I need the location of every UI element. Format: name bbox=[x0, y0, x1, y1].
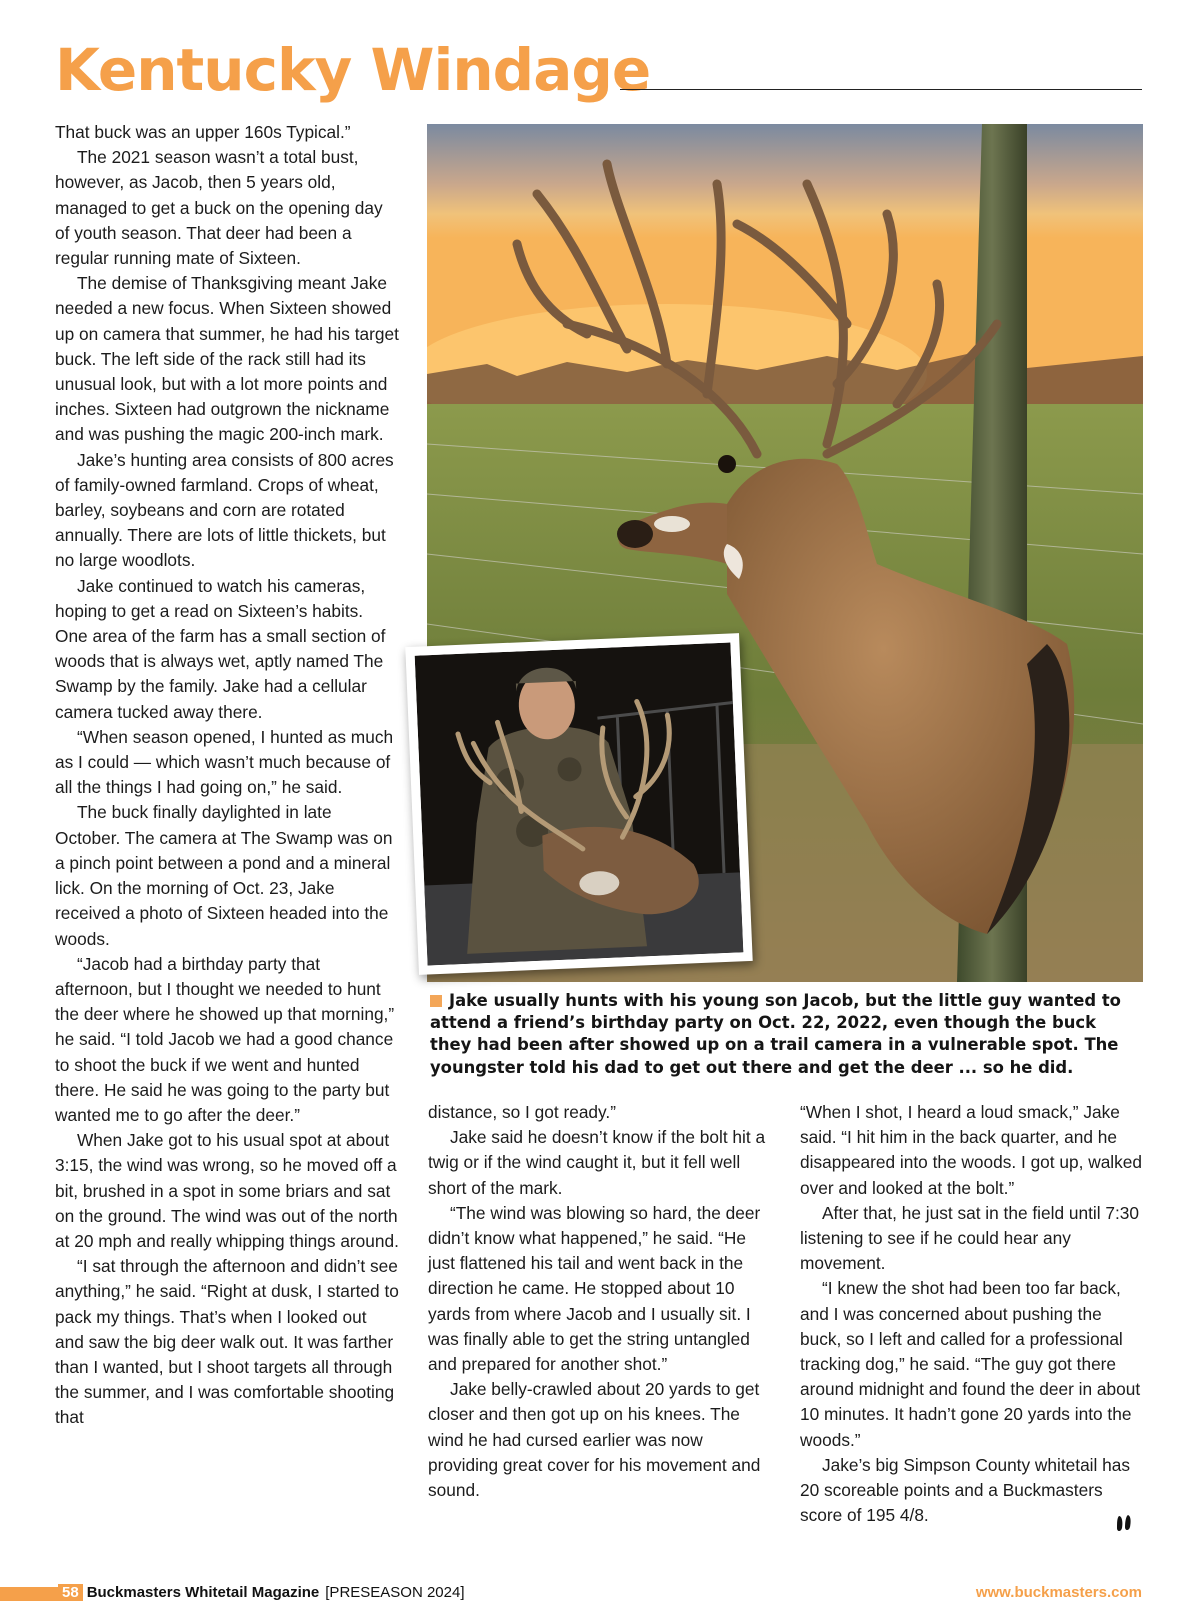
magazine-name: Buckmasters Whitetail Magazine bbox=[86, 1584, 320, 1601]
paragraph: After that, he just sat in the field until 7:30 listening to see if he could hear any movement. bbox=[800, 1202, 1140, 1274]
paragraph: The demise of Thanksgiving meant Jake needed a new focus. When Sixteen showed up on camera that summer, he had his target buck. The left side of the rack still had its unusual look, but with a lot more points and inches. Sixteen had outgrown the nickname and was pushing the magic 200-inch mark. bbox=[55, 273, 399, 445]
hunter-with-buck-inset-photo bbox=[405, 633, 752, 975]
paragraph: When Jake got to his usual spot at about 3:15, the wind was wrong, so he moved off a bit, brushed in a spot in some briars and sat on the ground. The wind was out of the north at 20 mph and really whipping things around. bbox=[55, 1130, 399, 1251]
paragraph: “When season opened, I hunted as much as I could — which wasn’t much because of all the things I had going on,” he said. bbox=[55, 726, 394, 798]
paragraph: distance, so I got ready.” bbox=[428, 1102, 616, 1122]
footer-accent-bar bbox=[0, 1587, 60, 1601]
issue-label: [PRESEASON 2024] bbox=[325, 1584, 465, 1601]
paragraph: Jake continued to watch his cameras, hoping to get a read on Sixteen’s habits. One area of the farm has a small section of woods that is always wet, aptly named The Swamp by the family. Jake had a cellular camera tucked away there. bbox=[55, 575, 386, 722]
article-column-2 bbox=[428, 1100, 773, 1503]
paragraph: The 2021 season wasn’t a total bust, however, as Jacob, then 5 years old, managed to get a buck on the opening day of youth season. That deer had been a regular running mate of Sixteen. bbox=[55, 147, 383, 269]
paragraph: The buck finally daylighted in late October. The camera at The Swamp was on a pinch point between a pond and a mineral lick. On the morning of Oct. 23, Jake received a photo of Sixteen headed into the woods. bbox=[55, 802, 393, 949]
paragraph: Jake belly-crawled about 20 yards to get closer and then got up on his knees. The wind he had cursed earlier was now providing great cover for his movement and sound. bbox=[428, 1379, 761, 1501]
paragraph: “Jacob had a birthday party that afternoon, but I thought we needed to hunt the deer where he showed up that morning,” he said. “I told Jacob we had a good chance to shoot the buck if we went and hunted there. He said he was going to the party but wanted me to go after the deer.” bbox=[55, 953, 395, 1125]
paragraph: “The wind was blowing so hard, the deer didn’t know what happened,” he said. “He just flattened his tail and went back in the direction he came. He stopped about 10 yards from where Jacob and I usually sit. I was finally able to get the string untangled and prepared for another shot.” bbox=[428, 1202, 761, 1375]
paragraph: That buck was an upper 160s Typical.” bbox=[55, 122, 351, 142]
caption-text: Jake usually hunts with his young son Jacob, but the little guy wanted to attend a friend’s birthday party on Oct. 22, 2022, even though the buck they had been after showed up on a trail camera in a vulnerable spot. The youngster told his dad to get out there and get the deer ... so he did. bbox=[430, 991, 1121, 1077]
article-column-3 bbox=[800, 1100, 1145, 1528]
title-rule bbox=[620, 89, 1142, 90]
end-of-article-hoof-icon bbox=[1116, 1514, 1132, 1534]
article-title: Kentucky Windage bbox=[55, 36, 651, 104]
page-number: 58 bbox=[58, 1584, 83, 1601]
footer-publication bbox=[58, 1582, 465, 1604]
website-url[interactable]: www.buckmasters.com bbox=[975, 1584, 1142, 1601]
paragraph: Jake’s big Simpson County whitetail has 20 scoreable points and a Buckmasters score of 195 4/8. bbox=[800, 1454, 1131, 1526]
photo-caption bbox=[430, 990, 1140, 1079]
paragraph: “I sat through the afternoon and didn’t see anything,” he said. “Right at dusk, I started to pack my things. That’s when I looked out and saw the big deer walk out. It was farther than I wanted, but I shoot targets all through the summer, and I was comfortable shooting that bbox=[55, 1256, 399, 1428]
paragraph: Jake’s hunting area consists of 800 acres of family-owned farmland. Crops of wheat, barley, soybeans and corn are rotated annually. There are lots of little thickets, but no large woodlots. bbox=[55, 449, 394, 571]
paragraph: Jake said he doesn’t know if the bolt hit a twig or if the wind caught it, but it fell well short of the mark. bbox=[428, 1127, 766, 1198]
caption-marker bbox=[430, 995, 442, 1007]
paragraph: “When I shot, I heard a loud smack,” Jake said. “I hit him in the back quarter, and he disappeared into the woods. I got up, walked over and looked at the bolt.” bbox=[800, 1102, 1143, 1198]
article-column-1 bbox=[55, 120, 400, 1431]
paragraph: “I knew the shot had been too far back, and I was concerned about pushing the buck, so I left and called for a professional tracking dog,” he said. “The guy got there around midnight and found the deer in about 10 minutes. It hadn’t gone 20 yards into the woods.” bbox=[800, 1278, 1141, 1450]
